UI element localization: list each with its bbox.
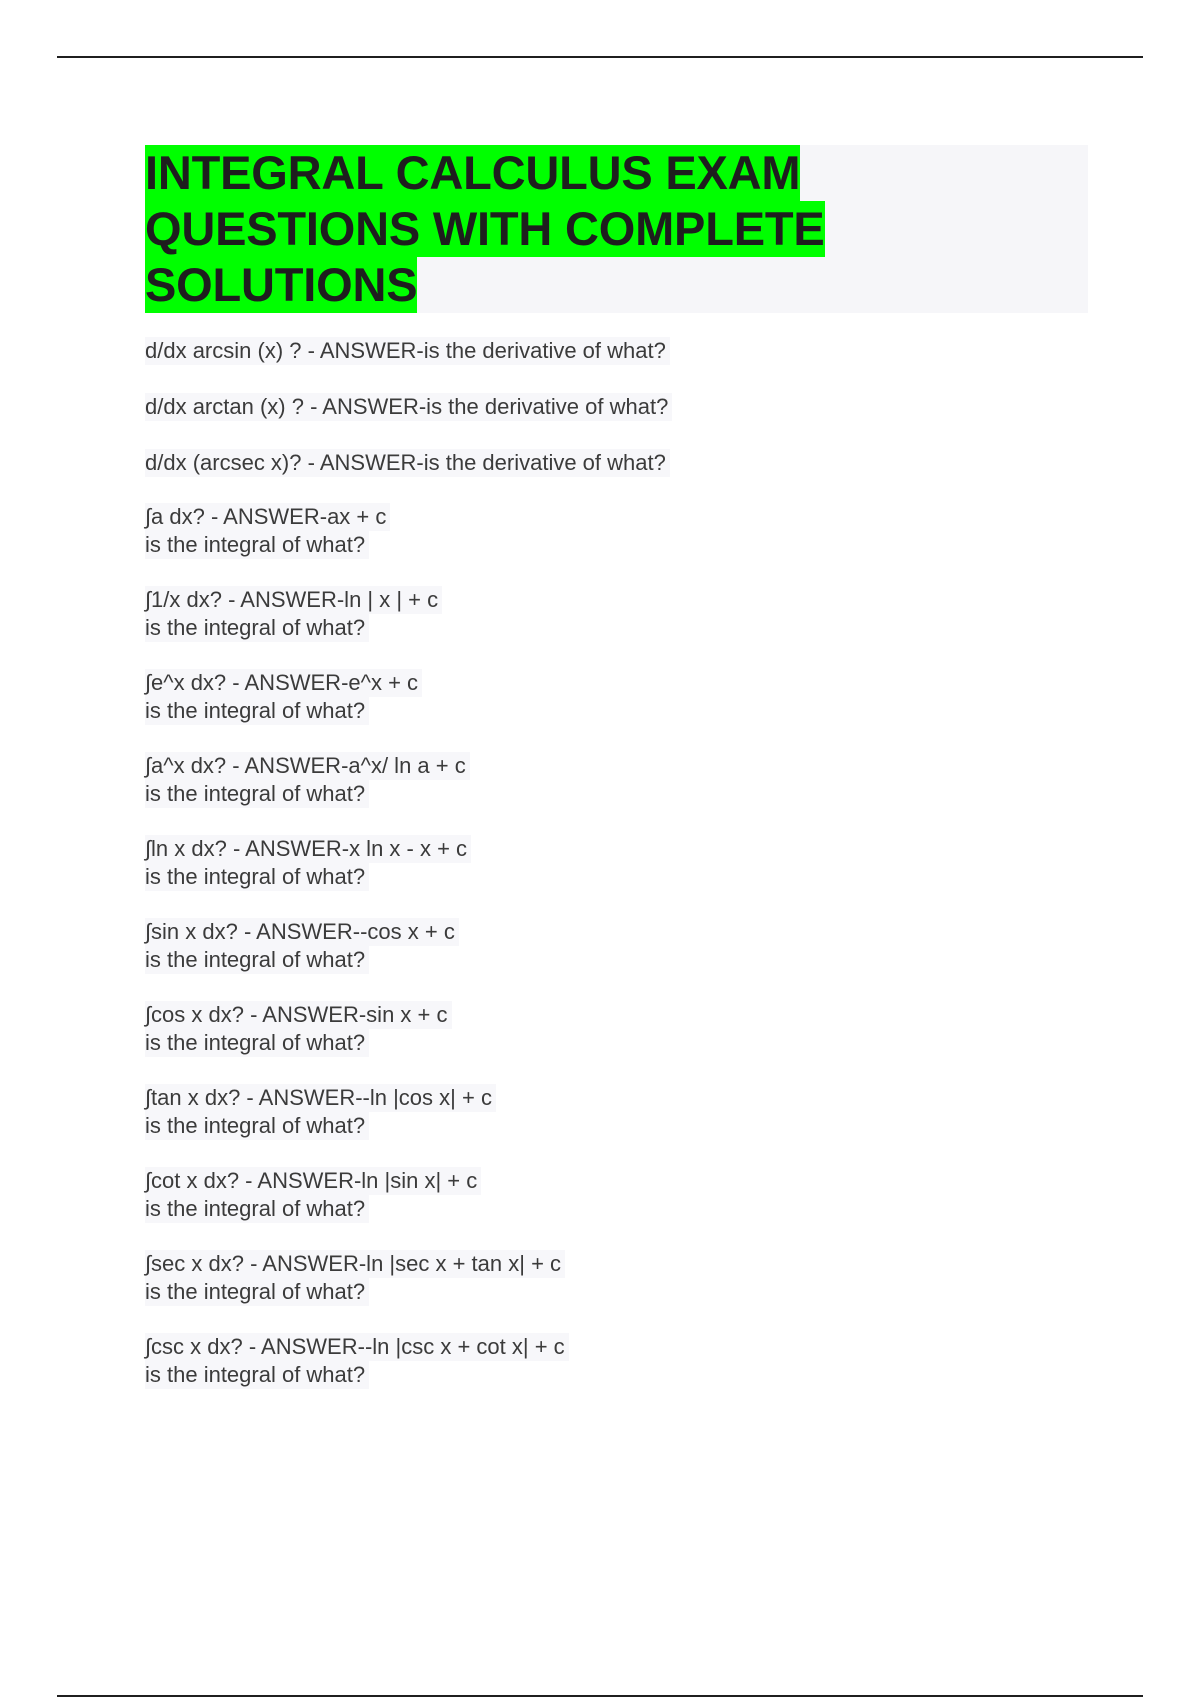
top-rule	[57, 56, 1143, 58]
qa-answer-note: is the integral of what?	[145, 614, 369, 642]
qa-entry	[145, 337, 1085, 365]
qa-answer-note: is the integral of what?	[145, 1361, 369, 1389]
qa-question: ∫a^x dx? - ANSWER-a^x/ ln a + c	[145, 752, 470, 780]
qa-entry	[145, 669, 1085, 725]
qa-question: ∫a dx? - ANSWER-ax + c	[145, 503, 390, 531]
qa-entry	[145, 449, 1085, 477]
qa-entry	[145, 918, 1085, 974]
question-answer-list	[145, 337, 1085, 1416]
qa-answer-note: is the integral of what?	[145, 1195, 369, 1223]
qa-answer-note: is the integral of what?	[145, 863, 369, 891]
qa-answer-note: is the integral of what?	[145, 946, 369, 974]
title-line: INTEGRAL CALCULUS EXAM	[145, 146, 801, 199]
qa-answer-note: is the integral of what?	[145, 697, 369, 725]
qa-question: ∫cot x dx? - ANSWER-ln |sin x| + c	[145, 1167, 481, 1195]
qa-question: ∫sec x dx? - ANSWER-ln |sec x + tan x| + c	[145, 1250, 565, 1278]
qa-question: d/dx arctan (x) ? - ANSWER-is the derivative of what?	[145, 393, 672, 421]
qa-question: ∫e^x dx? - ANSWER-e^x + c	[145, 669, 422, 697]
qa-entry	[145, 1167, 1085, 1223]
qa-entry	[145, 1001, 1085, 1057]
qa-entry	[145, 752, 1085, 808]
qa-entry	[145, 835, 1085, 891]
qa-question: ∫sin x dx? - ANSWER--cos x + c	[145, 918, 459, 946]
qa-entry	[145, 1084, 1085, 1140]
document-title	[145, 145, 1088, 313]
bottom-rule	[57, 1695, 1143, 1697]
qa-question: ∫csc x dx? - ANSWER--ln |csc x + cot x| + c	[145, 1333, 569, 1361]
qa-entry	[145, 393, 1085, 421]
title-line: SOLUTIONS	[145, 258, 418, 311]
qa-answer-note: is the integral of what?	[145, 1112, 369, 1140]
qa-question: ∫tan x dx? - ANSWER--ln |cos x| + c	[145, 1084, 496, 1112]
qa-entry	[145, 586, 1085, 642]
qa-entry	[145, 1250, 1085, 1306]
qa-question: d/dx arcsin (x) ? - ANSWER-is the derivative of what?	[145, 337, 670, 365]
qa-entry	[145, 503, 1085, 559]
qa-question: d/dx (arcsec x)? - ANSWER-is the derivative of what?	[145, 449, 670, 477]
qa-answer-note: is the integral of what?	[145, 531, 369, 559]
qa-answer-note: is the integral of what?	[145, 1278, 369, 1306]
qa-question: ∫ln x dx? - ANSWER-x ln x - x + c	[145, 835, 471, 863]
qa-question: ∫1/x dx? - ANSWER-ln | x | + c	[145, 586, 442, 614]
qa-answer-note: is the integral of what?	[145, 780, 369, 808]
title-line: QUESTIONS WITH COMPLETE	[145, 202, 825, 255]
qa-question: ∫cos x dx? - ANSWER-sin x + c	[145, 1001, 452, 1029]
qa-entry	[145, 1333, 1085, 1389]
qa-answer-note: is the integral of what?	[145, 1029, 369, 1057]
